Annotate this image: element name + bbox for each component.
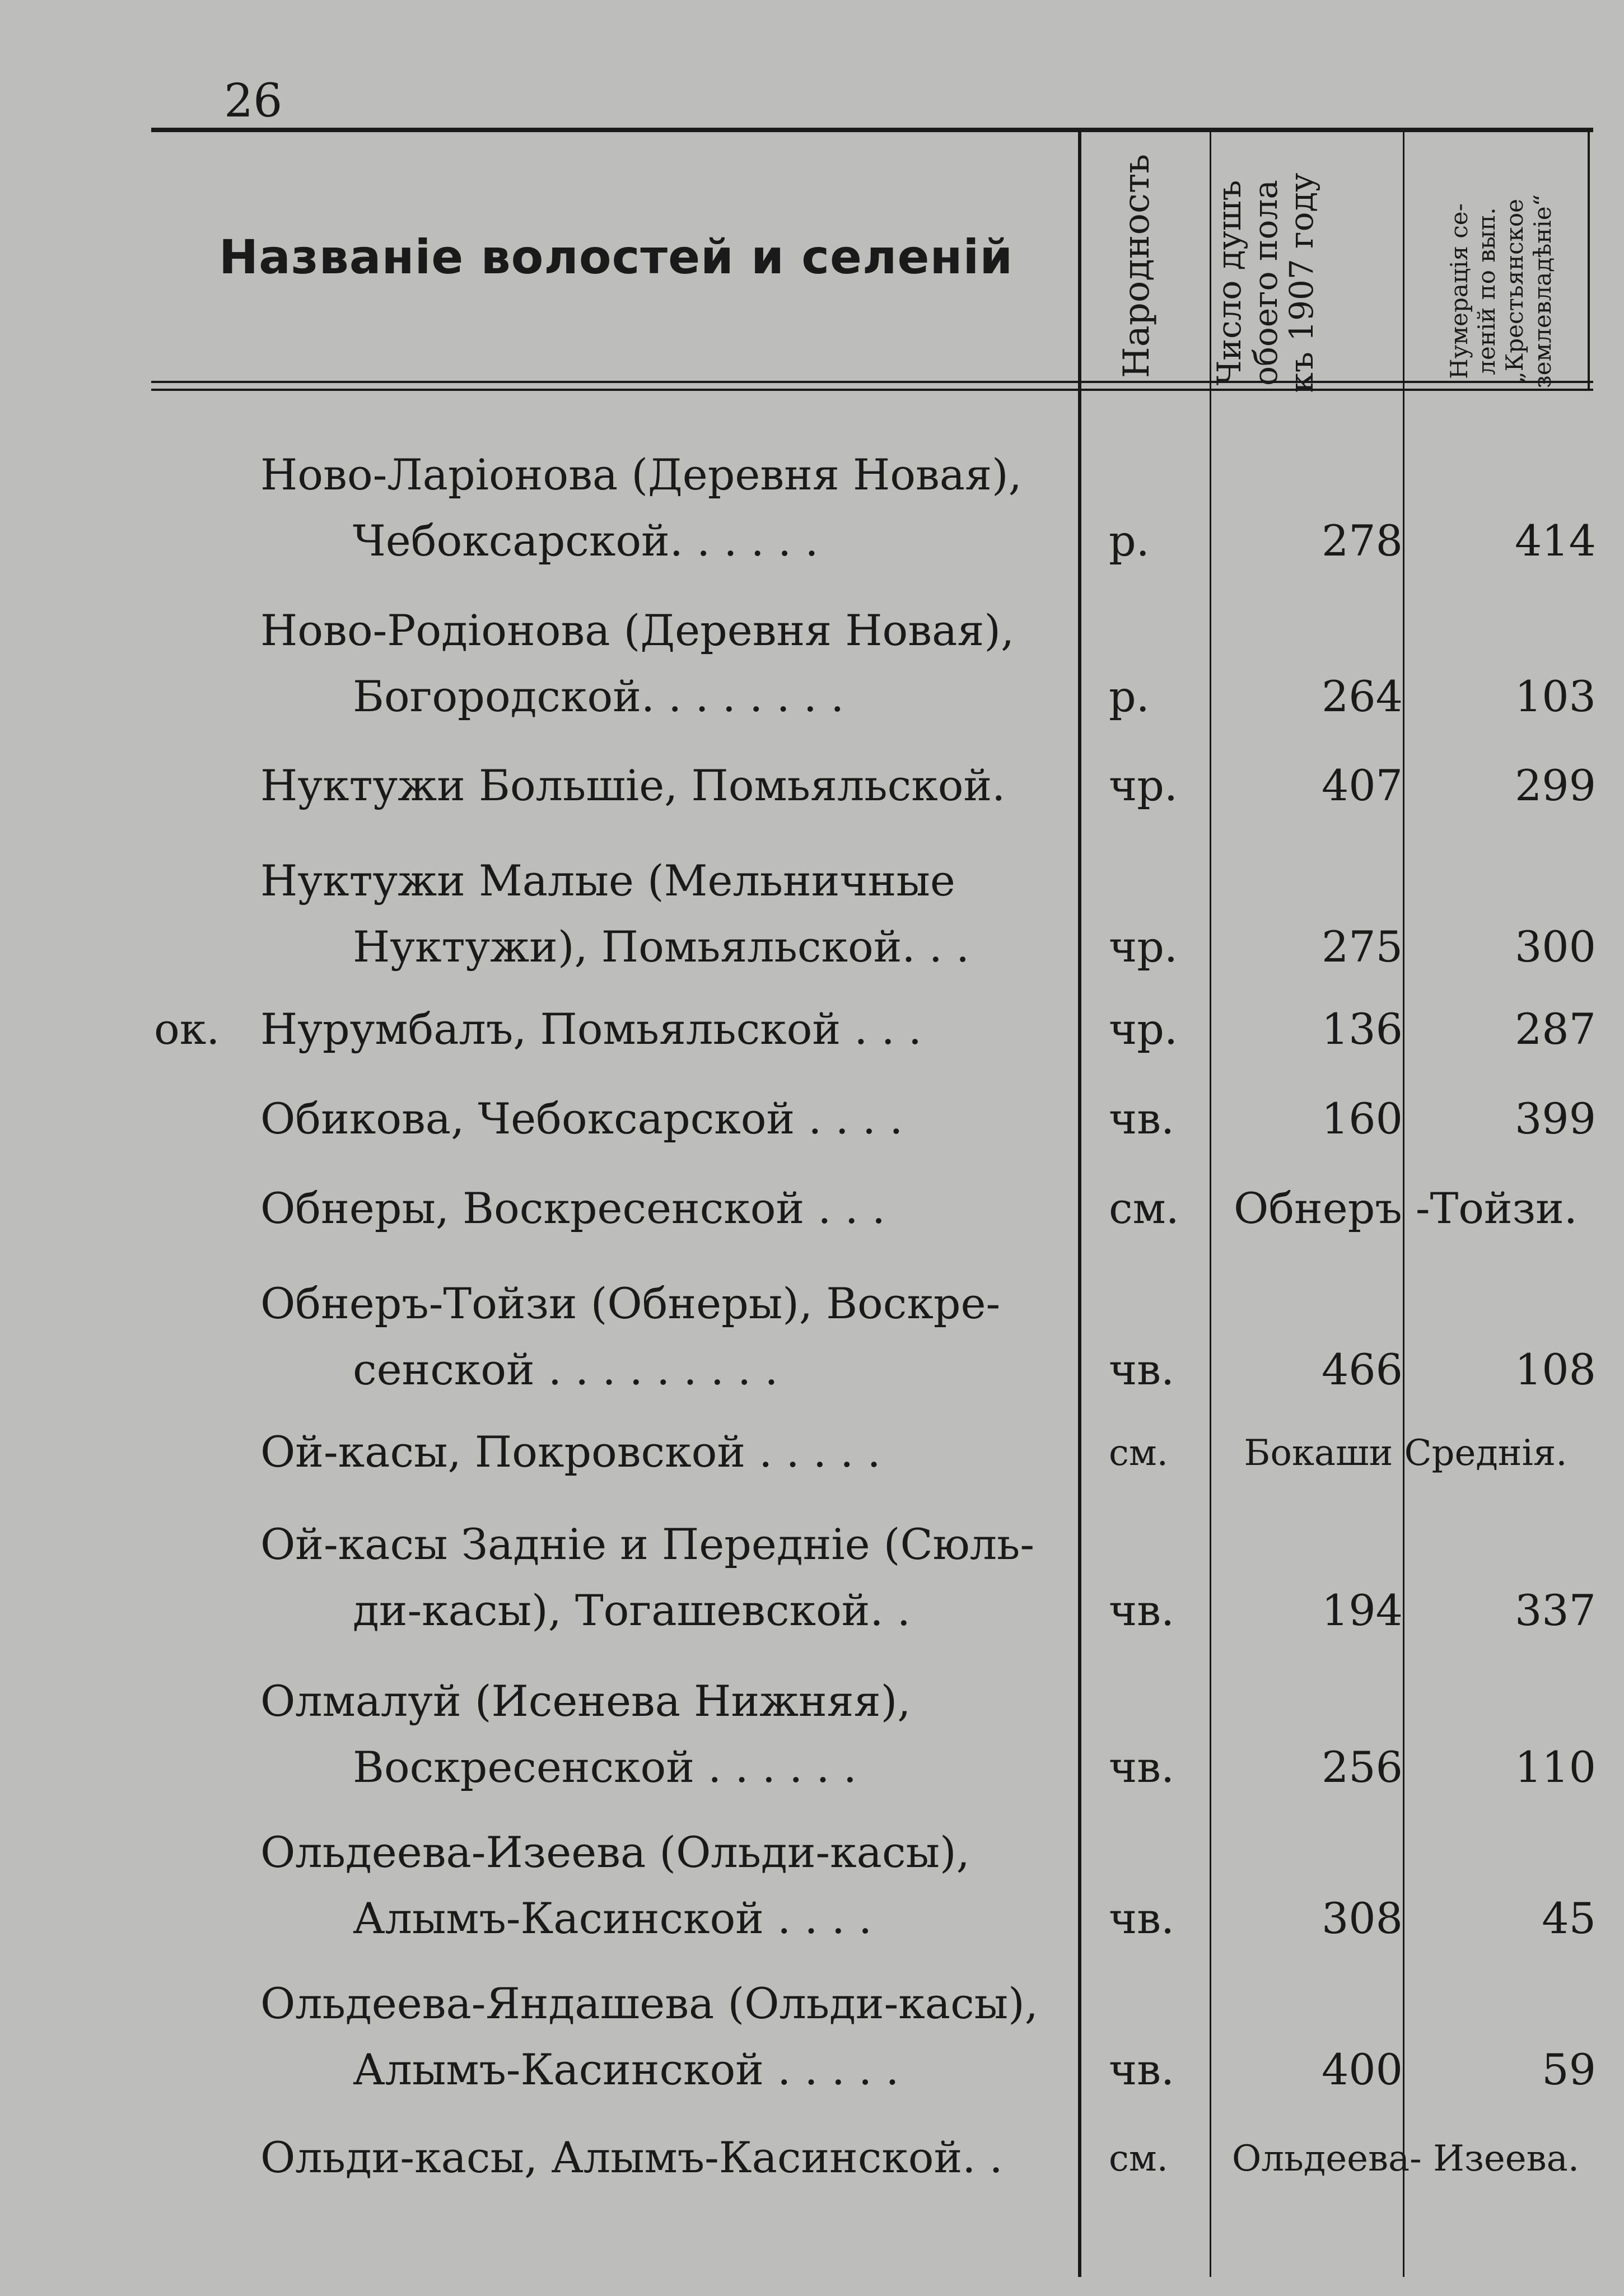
cross-reference: Бокаши Среднія. [1244, 1432, 1567, 1474]
numbering: 337 [1514, 1585, 1596, 1635]
cross-reference: Ольдеева- Изеева. [1231, 2138, 1580, 2180]
settlement-name: Нуктужи Большіе, Помьяльской. [260, 760, 1006, 810]
settlement-name: Ольдеева-Яндашева (Ольди-касы), [260, 1978, 1038, 2028]
settlement-name: Ой-касы Задніе и Передніе (Сюль- [260, 1519, 1035, 1569]
numbering: 287 [1514, 1004, 1596, 1054]
volost-name: Нуктужи), Помьяльской. . . [353, 922, 970, 972]
nationality: чр. [1109, 1004, 1178, 1054]
settlement-name: Нуктужи Малые (Мельничные [260, 856, 955, 906]
volost-name: Алымъ-Касинской . . . . . [353, 2045, 899, 2094]
numbering: 300 [1514, 922, 1596, 972]
header-bottom-rule-2 [151, 389, 1593, 391]
nationality: р. [1109, 516, 1150, 566]
header-souls-line3: къ 1907 году [1282, 172, 1321, 393]
volost-name: ди-касы), Тогашевской. . [353, 1585, 911, 1635]
nationality: см. [1109, 1183, 1179, 1233]
settlement-name: Ново-Родіонова (Деревня Новая), [260, 605, 1015, 655]
nationality: чр. [1109, 760, 1178, 810]
settlement-name: Обнеры, Воскресенской . . . [260, 1183, 886, 1233]
column-divider-nationality [1078, 132, 1081, 2277]
header-numbering-line2: леній по вып. [1473, 207, 1501, 375]
header-numbering-line1: Нумерація се- [1445, 203, 1473, 379]
souls-count: 275 [1321, 922, 1403, 972]
header-title: Названіе волостей и селеній [218, 230, 1014, 284]
header-numbering-line3: „Крестьянское [1501, 198, 1528, 384]
settlement-name: Ольдеева-Изеева (Ольди-касы), [260, 1827, 970, 1877]
numbering: 414 [1514, 516, 1596, 566]
souls-count: 136 [1321, 1004, 1403, 1054]
souls-count: 256 [1321, 1742, 1403, 1792]
settlement-name: Обнеръ-Тойзи (Обнеры), Воскре- [260, 1278, 1001, 1328]
volost-name: Богородской. . . . . . . . [353, 671, 844, 721]
prefix-abbreviation: ок. [154, 1004, 220, 1054]
top-rule [151, 128, 1593, 132]
nationality: чв. [1109, 2045, 1175, 2094]
numbering: 110 [1514, 1742, 1596, 1792]
header-nationality [1100, 154, 1173, 378]
settlement-name: Обикова, Чебоксарской . . . . [260, 1094, 903, 1144]
header-souls-line2: обоего пола [1246, 180, 1285, 386]
header-souls [1196, 160, 1336, 406]
souls-count: 308 [1321, 1893, 1403, 1943]
souls-count: 278 [1321, 516, 1403, 566]
souls-count: 400 [1321, 2045, 1403, 2094]
souls-count: 264 [1321, 671, 1403, 721]
nationality: см. [1109, 2138, 1168, 2180]
header-numbering-line4: землевладѣніе“ [1528, 194, 1556, 389]
souls-count: 160 [1321, 1094, 1403, 1144]
header-bottom-rule [151, 381, 1593, 383]
volost-name: Воскресенской . . . . . . [353, 1742, 857, 1792]
volost-name: Чебоксарской. . . . . . [353, 516, 819, 566]
header-numbering [1434, 179, 1568, 403]
volost-name: сенской . . . . . . . . . [353, 1345, 778, 1394]
settlement-name: Ольди-касы, Алымъ-Касинской. . [260, 2132, 1003, 2182]
nationality: см. [1109, 1432, 1168, 1474]
nationality: чв. [1109, 1893, 1175, 1943]
souls-count: 194 [1321, 1585, 1403, 1635]
volost-name: Алымъ-Касинской . . . . [353, 1893, 872, 1943]
souls-count: 466 [1321, 1345, 1403, 1394]
page-number: 26 [224, 74, 283, 128]
nationality: чв. [1109, 1345, 1175, 1394]
souls-count: 407 [1321, 760, 1403, 810]
cross-reference: Обнеръ -Тойзи. [1234, 1183, 1578, 1233]
column-divider-right [1588, 132, 1590, 391]
settlement-name: Нурумбалъ, Помьяльской . . . [260, 1004, 922, 1054]
numbering: 299 [1514, 760, 1596, 810]
nationality: чв. [1109, 1742, 1175, 1792]
settlement-name: Олмалуй (Исенева Нижняя), [260, 1676, 911, 1726]
header-souls-line1: Число душъ [1210, 180, 1248, 386]
header-nationality-text: Народность [1116, 153, 1158, 379]
settlement-name: Ново-Ларіонова (Деревня Новая), [260, 450, 1022, 500]
nationality: р. [1109, 671, 1150, 721]
nationality: чв. [1109, 1585, 1175, 1635]
settlement-name: Ой-касы, Покровской . . . . . [260, 1427, 881, 1477]
numbering: 103 [1514, 671, 1596, 721]
numbering: 108 [1514, 1345, 1596, 1394]
numbering: 59 [1542, 2045, 1596, 2094]
numbering: 399 [1514, 1094, 1596, 1144]
numbering: 45 [1542, 1893, 1596, 1943]
nationality: чр. [1109, 922, 1178, 972]
nationality: чв. [1109, 1094, 1175, 1144]
